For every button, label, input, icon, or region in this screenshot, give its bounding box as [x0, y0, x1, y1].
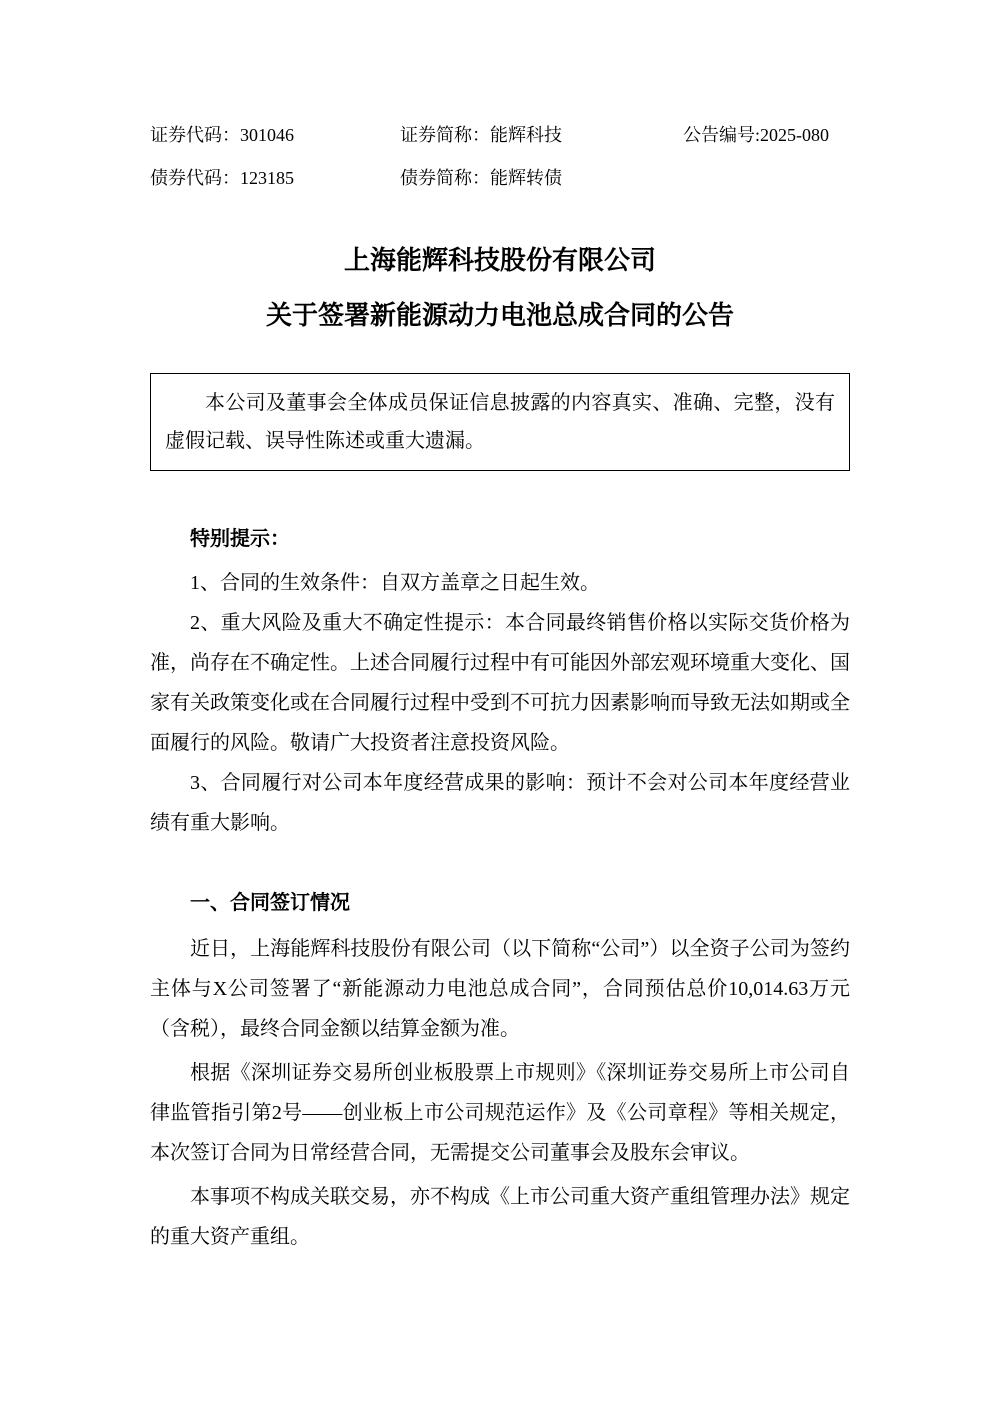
special-notice-heading: 特别提示： [190, 528, 290, 550]
section-1-paragraph-2: 根据《深圳证券交易所创业板股票上市规则》《深圳证券交易所上市公司自律监管指引第2号——创业板上市公司规范运作》及《公司章程》等相关规定，本次签订合同为日常经营合同，无需提交公司董事会及股东会审议。 [150, 1062, 850, 1164]
section-1-paragraph-3: 本事项不构成关联交易，亦不构成《上市公司重大资产重组管理办法》规定的重大资产重组。 [150, 1186, 850, 1248]
bond-code: 债券代码：123185 [150, 168, 294, 188]
company-title: 上海能辉科技股份有限公司 [343, 246, 656, 275]
section-1-paragraph-1: 近日，上海能辉科技股份有限公司（以下简称“公司”）以全资子公司为签约主体与X公司签署了“新能源动力电池总成合同”，合同预估总价10,014.63万元（含税），最终合同金额以结算金额为准。 [150, 938, 850, 1040]
section-1-heading: 一、合同签订情况 [190, 892, 350, 914]
stock-name: 证券简称：能辉科技 [400, 125, 562, 145]
notice-item-2: 2、重大风险及重大不确定性提示：本合同最终销售价格以实际交货价格为准，尚存在不确定性。上述合同履行过程中有可能因外部宏观环境重大变化、国家有关政策变化或在合同履行过程中受到不可抗力因素影响而导致无法如期或全面履行的风险。敬请广大投资者注意投资风险。 [150, 612, 850, 754]
title-block [150, 233, 850, 343]
header-row-1 [150, 122, 850, 148]
stock-code: 证券代码：301046 [150, 125, 294, 145]
notice-item-3: 3、合同履行对公司本年度经营成果的影响：预计不会对公司本年度经营业绩有重大影响。 [150, 772, 850, 834]
header-row-2 [150, 165, 850, 191]
disclaimer-text: 本公司及董事会全体成员保证信息披露的内容真实、准确、完整，没有虚假记载、误导性陈述或重大遗漏。 [165, 392, 835, 452]
bond-name: 债券简称：能辉转债 [400, 168, 562, 188]
notice-item-1: 1、合同的生效条件：自双方盖章之日起生效。 [190, 572, 600, 594]
document-body [150, 519, 850, 1257]
disclaimer-box [150, 373, 850, 471]
document-header [150, 122, 850, 191]
announcement-number: 公告编号:2025-080 [683, 125, 829, 145]
announcement-title: 关于签署新能源动力电池总成合同的公告 [265, 301, 734, 330]
